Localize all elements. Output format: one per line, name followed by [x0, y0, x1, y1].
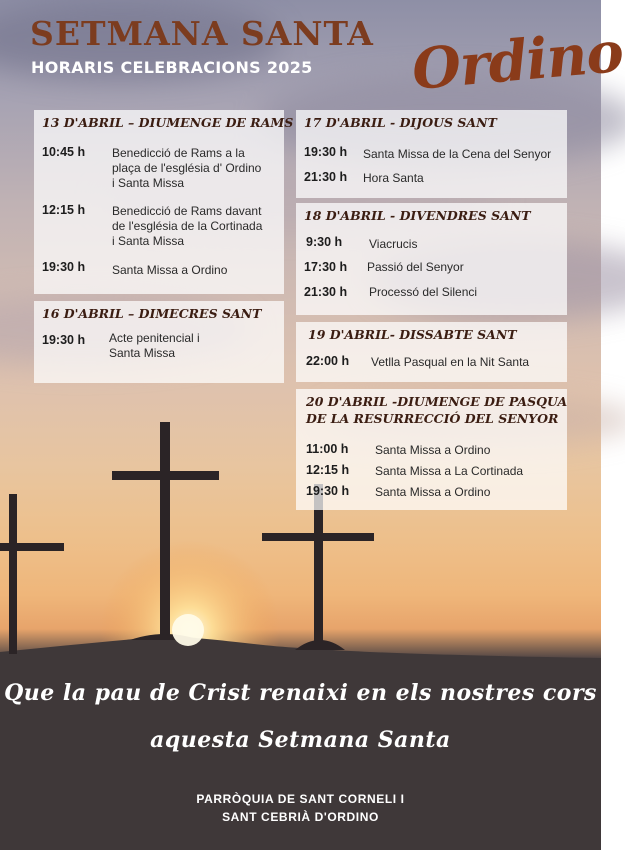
event-description: Acte penitencial i Santa Missa: [109, 331, 200, 360]
quote-line-2: aquesta Setmana Santa: [150, 727, 451, 753]
event-description: Viacrucis: [369, 237, 418, 251]
schedule-card-holy-wednesday: [34, 301, 284, 383]
card-day-title: 17 D'ABRIL - DIJOUS SANT: [304, 115, 497, 130]
event-description: Santa Missa a Ordino: [375, 485, 491, 499]
event-time: 19:30 h: [42, 333, 86, 347]
schedule-card-holy-thursday: [296, 110, 567, 198]
event-description: Santa Missa a La Cortinada: [375, 464, 524, 478]
event-description: Vetlla Pasqual en la Nit Santa: [371, 355, 530, 369]
event-time: 9:30 h: [306, 235, 343, 249]
poster-title: SETMANA SANTA: [30, 14, 374, 53]
event-time: 12:15 h: [42, 203, 86, 217]
event-description: Passió del Senyor: [367, 260, 464, 274]
card-day-title: 20 D'ABRIL -DIUMENGE DE PASQUA DE LA RESURRECCIÓ DEL SENYOR: [306, 394, 568, 426]
town-name: Ordino: [409, 18, 625, 104]
event-time: 17:30 h: [304, 260, 348, 274]
card-day-title: 19 D'ABRIL- DISSABTE SANT: [308, 327, 517, 342]
event-description: Hora Santa: [363, 171, 424, 185]
card-day-title: 18 D'ABRIL - DIVENDRES SANT: [304, 208, 531, 223]
schedule-card-holy-saturday: [296, 322, 567, 382]
parish-name-line-1: PARRÒQUIA DE SANT CORNELI I: [196, 792, 405, 806]
event-description: Benedicció de Rams davant de l'església de la Cortinada i Santa Missa: [112, 204, 263, 248]
poster-subtitle: HORARIS CELEBRACIONS 2025: [31, 58, 313, 77]
schedule-card-good-friday: [296, 203, 567, 315]
event-description: Santa Missa a Ordino: [112, 263, 228, 277]
event-time: 12:15 h: [306, 463, 350, 477]
event-description: Benedicció de Rams a la plaça de l'església d' Ordino i Santa Missa: [112, 146, 262, 190]
event-time: 19:30 h: [42, 260, 86, 274]
quote-line-1: Que la pau de Crist renaixi en els nostres cors: [4, 680, 597, 706]
event-time: 19:30 h: [306, 484, 350, 498]
schedule-card-palm-sunday: [34, 110, 294, 294]
event-time: 11:00 h: [306, 442, 349, 456]
card-day-title: 13 D'ABRIL – DIUMENGE DE RAMS: [42, 115, 294, 130]
parish-name-line-2: SANT CEBRIÀ D'ORDINO: [222, 810, 379, 824]
card-day-title: 16 D'ABRIL – DIMECRES SANT: [42, 306, 262, 321]
event-description: Santa Missa a Ordino: [375, 443, 491, 457]
event-time: 19:30 h: [304, 145, 348, 159]
event-time: 21:30 h: [304, 170, 348, 184]
event-time: 22:00 h: [306, 354, 350, 368]
event-description: Santa Missa de la Cena del Senyor: [363, 147, 552, 161]
event-time: 10:45 h: [42, 145, 86, 159]
schedule-card-easter-sunday: [296, 389, 567, 510]
event-description: Processó del Silenci: [369, 285, 478, 299]
event-time: 21:30 h: [304, 285, 348, 299]
